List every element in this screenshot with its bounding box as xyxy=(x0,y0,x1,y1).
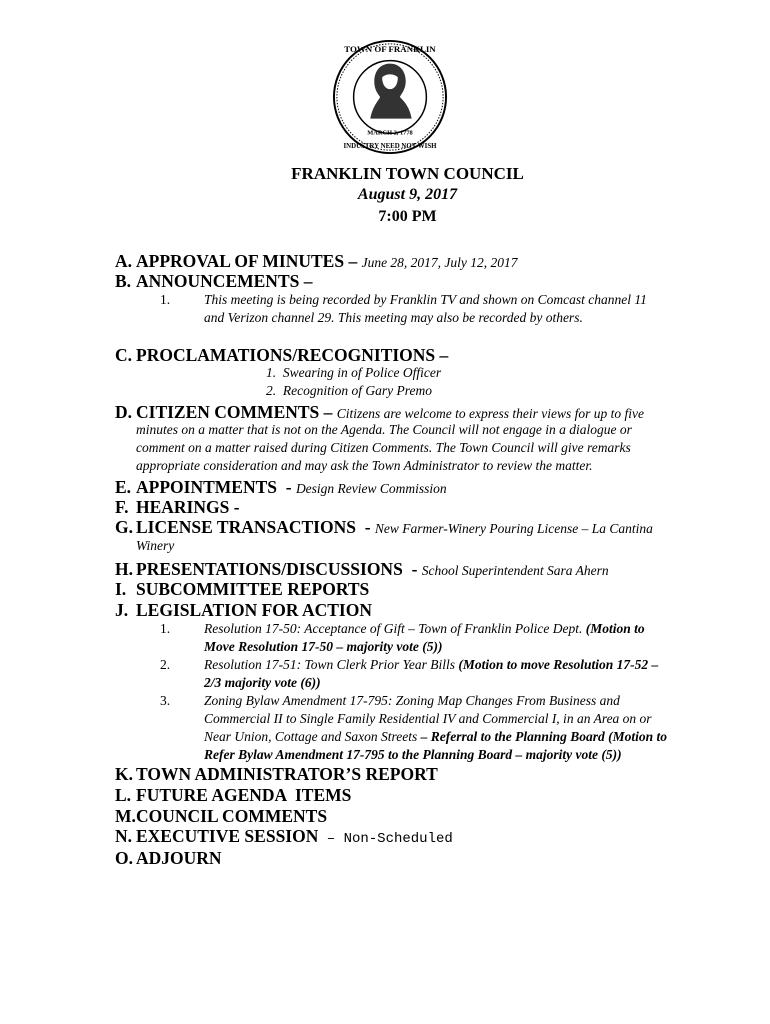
section-note-line: Winery xyxy=(136,538,175,553)
item-text: This meeting is being recorded by Franklin TV and shown on Comcast channel 11 xyxy=(204,292,647,307)
section-letter: D. xyxy=(115,402,133,422)
item-text: Resolution 17-51: Town Clerk Prior Year Bills xyxy=(204,657,459,672)
section-title: PRESENTATIONS/DISCUSSIONS xyxy=(136,559,403,579)
section-note-line: appropriate consideration and may ask the Town Administrator to review the matter. xyxy=(136,458,593,473)
item-text: Zoning Bylaw Amendment 17-795: Zoning Map Changes From Business and xyxy=(204,693,620,708)
list-item xyxy=(160,692,668,764)
list-item xyxy=(266,382,432,400)
section-note-line: minutes on a matter that is not on the Agenda. The Council will not engage in a dialogue or xyxy=(136,422,632,437)
section-title: HEARINGS - xyxy=(136,497,240,517)
section-title: ANNOUNCEMENTS – xyxy=(136,271,313,291)
svg-text:INDUSTRY NEED NOT WISH: INDUSTRY NEED NOT WISH xyxy=(343,143,437,151)
item-motion: 2/3 majority vote (6)) xyxy=(204,675,321,690)
item-motion: (Motion to xyxy=(585,621,645,636)
section-letter: G. xyxy=(115,517,133,537)
section-f xyxy=(115,497,240,517)
item-text: Swearing in of Police Officer xyxy=(282,365,442,380)
item-number: 1. xyxy=(160,292,171,307)
item-motion: (Motion to move Resolution 17-52 – xyxy=(458,657,659,672)
section-letter: A. xyxy=(115,251,133,271)
section-note: June 28, 2017, July 12, 2017 xyxy=(361,255,518,270)
section-a: A. APPROVAL OF MINUTES – June 28, 2017, July 12, 2017 xyxy=(115,251,518,271)
item-text: Recognition of Gary Premo xyxy=(282,383,432,398)
section-letter: N. xyxy=(115,826,133,846)
item-text: Resolution 17-50: Acceptance of Gift – Town of Franklin Police Dept. xyxy=(204,621,586,636)
section-letter: F. xyxy=(115,497,129,517)
item-text: Commercial II to Single Family Residential IV and Commercial I, in an Area on or xyxy=(204,711,652,726)
item-text: Near Union, Cottage and Saxon Streets xyxy=(204,729,421,744)
section-c xyxy=(115,345,448,365)
item-number: 1. xyxy=(160,621,171,636)
section-title: FUTURE AGENDA ITEMS xyxy=(136,785,352,805)
list-item xyxy=(160,291,647,327)
section-b xyxy=(115,271,312,291)
section-letter: L. xyxy=(115,785,132,805)
section-letter: J. xyxy=(115,600,129,620)
section-title: SUBCOMMITTEE REPORTS xyxy=(136,579,370,599)
item-motion: Refer Bylaw Amendment 17-795 to the Planning Board – majority vote (5)) xyxy=(204,747,622,762)
meeting-time: 7:00 PM xyxy=(378,208,437,225)
section-note: Design Review Commission xyxy=(295,481,447,496)
section-title: EXECUTIVE SESSION xyxy=(136,826,319,846)
section-l xyxy=(115,785,351,805)
section-title: LEGISLATION FOR ACTION xyxy=(136,600,372,620)
item-motion: Move Resolution 17-50 – majority vote (5)) xyxy=(204,639,443,654)
town-seal xyxy=(331,38,449,156)
section-letter: C. xyxy=(115,345,133,365)
list-item xyxy=(266,364,441,382)
section-title: CITIZEN COMMENTS xyxy=(136,402,320,422)
section-title: APPOINTMENTS xyxy=(136,477,277,497)
svg-text:TOWN OF FRANKLIN: TOWN OF FRANKLIN xyxy=(344,43,436,54)
section-letter: K. xyxy=(115,764,133,784)
section-h: H. PRESENTATIONS/DISCUSSIONS - School Superintendent Sara Ahern xyxy=(115,559,609,579)
section-j xyxy=(115,600,372,620)
section-letter: M. xyxy=(115,806,136,826)
section-title: ADJOURN xyxy=(136,848,222,868)
item-motion: – Referral to the Planning Board (Motion to xyxy=(420,729,668,744)
section-note: New Farmer-Winery Pouring License – La Cantina xyxy=(374,521,653,536)
section-title: TOWN ADMINISTRATOR’S REPORT xyxy=(136,764,438,784)
section-d: D. CITIZEN COMMENTS – Citizens are welcome to express their views for up to five xyxy=(115,402,644,422)
section-title: PROCLAMATIONS/RECOGNITIONS – xyxy=(136,345,449,365)
section-n xyxy=(115,826,453,849)
section-note: School Superintendent Sara Ahern xyxy=(421,563,609,578)
section-letter: O. xyxy=(115,848,133,868)
section-title: COUNCIL COMMENTS xyxy=(136,806,328,826)
council-title: FRANKLIN TOWN COUNCIL xyxy=(291,164,524,183)
section-note-line: comment on a matter raised during Citizen Comments. The Town Council will give remarks xyxy=(136,440,631,455)
section-letter: I. xyxy=(115,579,127,599)
section-letter: B. xyxy=(115,271,132,291)
section-e: E. APPOINTMENTS - Design Review Commission xyxy=(115,477,447,497)
list-item xyxy=(160,656,659,692)
section-letter: H. xyxy=(115,559,133,579)
item-text: and Verizon channel 29. This meeting may also be recorded by others. xyxy=(204,310,583,325)
item-number: 2. xyxy=(160,657,171,672)
section-note: Citizens are welcome to express their views for up to five xyxy=(336,406,644,421)
section-g: G. LICENSE TRANSACTIONS - New Farmer-Winery Pouring License – La Cantina xyxy=(115,517,653,537)
item-number: 1. xyxy=(266,365,277,380)
meeting-date: August 9, 2017 xyxy=(357,186,458,203)
svg-text:MARCH 2, 1778: MARCH 2, 1778 xyxy=(367,129,413,137)
section-letter: E. xyxy=(115,477,132,497)
section-m xyxy=(115,806,327,826)
list-item xyxy=(160,620,645,656)
item-number: 3. xyxy=(160,693,171,708)
section-title: APPROVAL OF MINUTES xyxy=(136,251,345,271)
item-number: 2. xyxy=(266,383,277,398)
section-k xyxy=(115,764,438,784)
section-title: LICENSE TRANSACTIONS xyxy=(136,517,356,537)
section-o xyxy=(115,848,222,868)
section-i xyxy=(115,579,369,599)
section-note: – Non-Scheduled xyxy=(318,831,453,847)
